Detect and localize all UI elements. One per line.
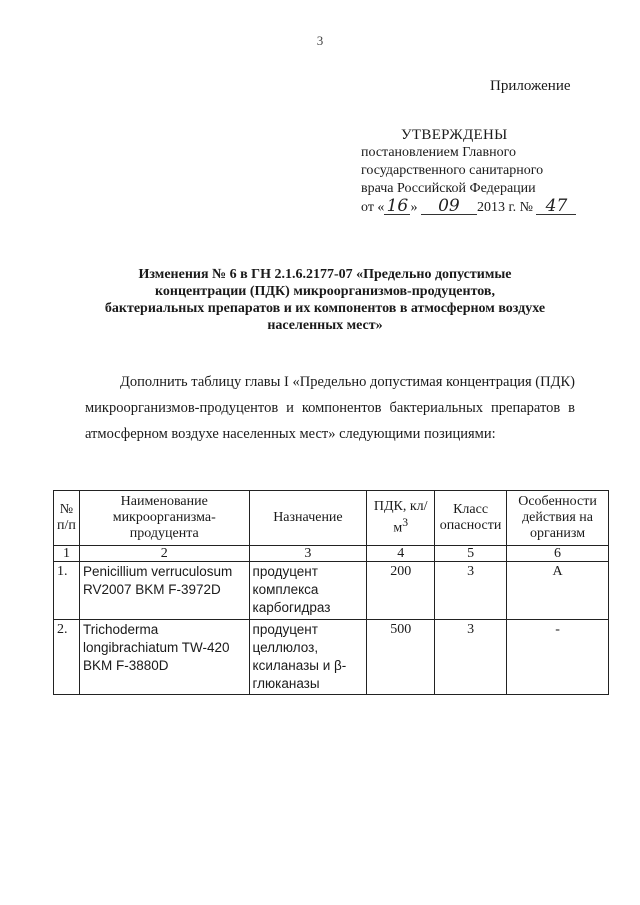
table-header-row	[54, 491, 609, 546]
title-line: населенных мест»	[267, 318, 383, 333]
column-number: 4	[367, 546, 435, 562]
title-line: концентрации (ПДК) микроорганизмов-продуцентов,	[155, 284, 495, 299]
header-pdk	[367, 491, 435, 546]
document-title	[90, 266, 560, 334]
column-number: 5	[435, 546, 507, 562]
year-text: 2013 г. №	[476, 200, 533, 215]
title-line: Изменения № 6 в ГН 2.1.6.2177-07 «Предельно допустимые	[138, 267, 512, 282]
header-pdk-text: ПДК, кл/м	[373, 499, 428, 536]
column-number: 2	[79, 546, 249, 562]
handwritten-number: 47	[536, 198, 576, 215]
row-effect: А	[507, 562, 609, 620]
approval-line: постановлением Главного	[361, 145, 516, 160]
row-num: 2.	[54, 620, 80, 695]
header-pdk-sup: 3	[402, 516, 409, 530]
approval-block	[361, 126, 576, 217]
column-number: 3	[249, 546, 367, 562]
row-pdk: 500	[367, 620, 435, 695]
header-name: Наименование микроорганизма-продуцента	[79, 491, 249, 546]
row-pdk: 200	[367, 562, 435, 620]
title-line: бактериальных препаратов и их компонентов в атмосферном воздухе	[104, 301, 546, 316]
approval-heading: УТВЕРЖДЕНЫ	[401, 127, 508, 143]
column-number: 1	[54, 546, 80, 562]
date-prefix: от «	[361, 200, 385, 215]
header-hazard: Класс опасности	[435, 491, 507, 546]
column-number: 6	[507, 546, 609, 562]
column-number-row	[54, 546, 609, 562]
approval-line: врача Российской Федерации	[361, 181, 536, 196]
positions-table	[53, 490, 609, 695]
handwritten-month: 09	[421, 198, 477, 215]
table-row	[54, 562, 609, 620]
approval-date-line	[361, 198, 576, 217]
row-microorganism: Penicillium verruculosum RV2007 BKM F-3972D	[79, 562, 249, 620]
handwritten-day: 16	[384, 198, 410, 215]
page-number: 3	[316, 33, 324, 48]
row-hazard-class: 3	[435, 562, 507, 620]
row-effect: -	[507, 620, 609, 695]
header-purpose: Назначение	[249, 491, 367, 546]
row-hazard-class: 3	[435, 620, 507, 695]
row-purpose: продуцент комплекса карбогидраз	[249, 562, 367, 620]
intro-paragraph: Дополнить таблицу главы I «Предельно допустимая концентрация (ПДК) микроорганизмов-продуцентов и компонентов бактериальных препаратов в атмосферном воздухе населенных мест» следующими позициями:	[85, 374, 575, 442]
header-effect: Особенности действия на организм	[507, 491, 609, 546]
row-num: 1.	[54, 562, 80, 620]
row-microorganism: Trichoderma longibrachiatum TW-420 BKM F-3880D	[79, 620, 249, 695]
date-mid: »	[410, 200, 418, 215]
table-row	[54, 620, 609, 695]
row-purpose: продуцент целлюлоз, ксиланазы и β-глюканазы	[249, 620, 367, 695]
appendix-label: Приложение	[490, 78, 571, 94]
header-num: № п/п	[54, 491, 80, 546]
approval-line: государственного санитарного	[361, 163, 544, 178]
